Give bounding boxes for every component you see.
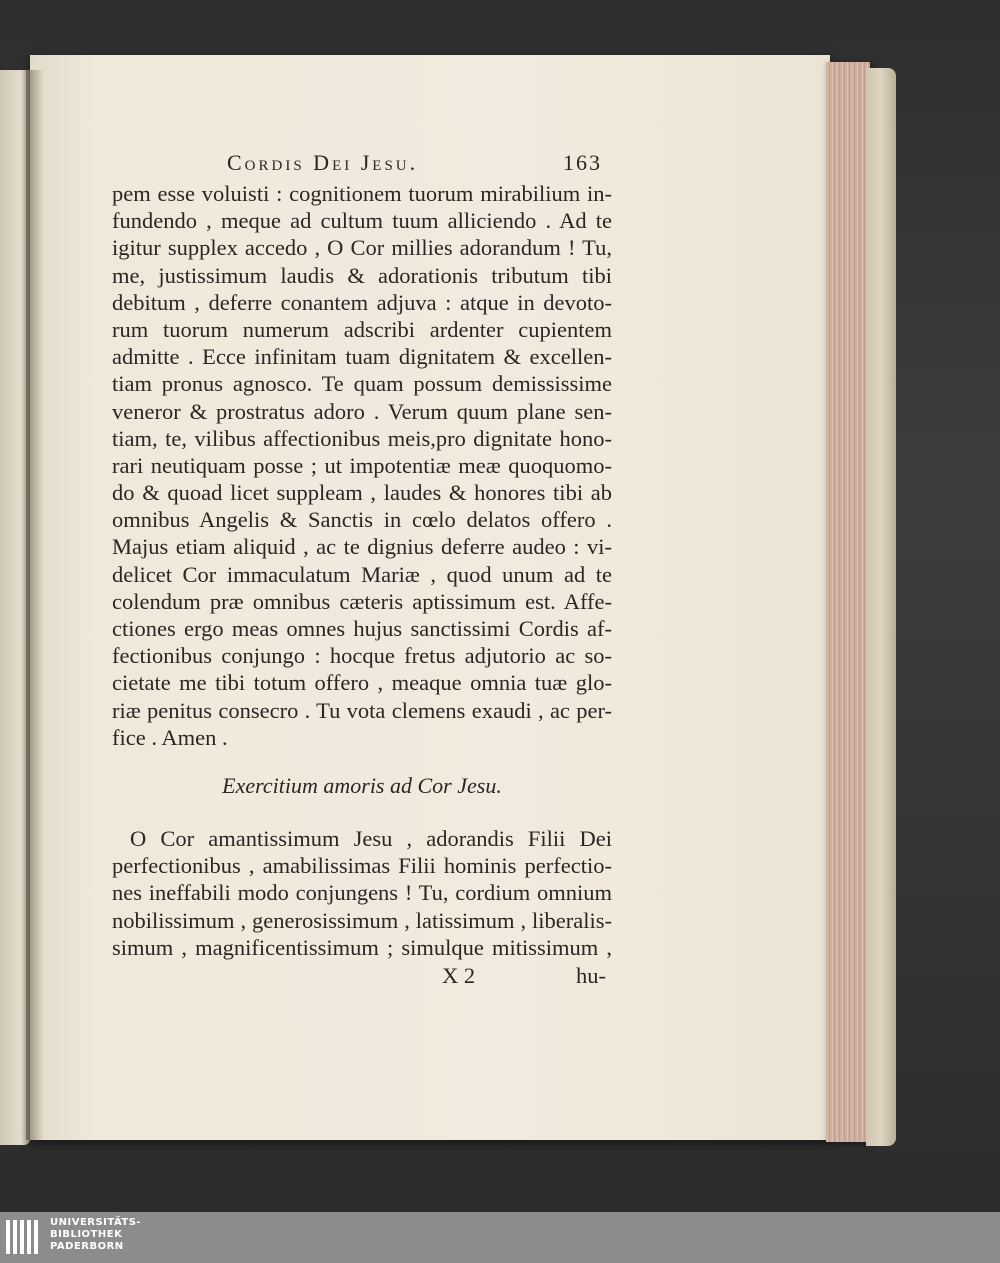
- text-line: do & quoad licet suppleam , laudes & honores tibi ab: [112, 480, 612, 506]
- text-line: perfectionibus , amabilissimas Filii hominis perfectio-: [112, 853, 612, 879]
- logo-line: UNIVERSITÄTS-: [50, 1217, 142, 1228]
- text-line: simum , magnificentissimum ; simulque mitissimum ,: [112, 934, 612, 960]
- text-line: riæ penitus consecro . Tu vota clemens exaudi , ac per-: [112, 697, 612, 723]
- signature-mark: X 2: [442, 962, 476, 988]
- text-line: nobilissimum , generosissimum , latissimum , liberalis-: [112, 907, 612, 933]
- text-line: admitte . Ecce infinitam tuam dignitatem & excellen-: [112, 344, 612, 370]
- text-line: cietate me tibi totum offero , meaque omnia tuæ glo-: [112, 670, 612, 696]
- text-line: fundendo , meque ad cultum tuum alliciendo . Ad te: [112, 208, 612, 234]
- book-cover-edge: [866, 68, 896, 1146]
- text-line: ctiones ergo meas omnes hujus sanctissimi Cordis af-: [112, 616, 612, 641]
- page-edges: [826, 62, 870, 1142]
- text-line: tiam pronus agnosco. Te quam possum demississime: [112, 371, 612, 397]
- text-line: colendum præ omnibus cæteris aptissimum est. Affe-: [112, 588, 612, 614]
- library-footer: [0, 1212, 1000, 1263]
- running-head: Cordis Dei Jesu.: [227, 150, 419, 175]
- text-line: rum tuorum numerum adscribi ardenter cupientem: [112, 316, 612, 342]
- text-line: fectionibus conjungo : hocque fretus adjutorio ac so-: [112, 643, 612, 669]
- text-line: tiam, te, vilibus affectionibus meis,pro dignitate hono-: [112, 425, 612, 451]
- text-line: veneror & prostratus adoro . Verum quum plane sen-: [112, 398, 612, 424]
- text-line: fice . Amen .: [112, 724, 228, 750]
- page-header: [112, 150, 612, 180]
- text-line: rari neutiquam posse ; ut impotentiæ meæ quoquomo-: [112, 452, 612, 478]
- section-paragraph: [112, 825, 612, 961]
- text-line: me, justissimum laudis & adorationis tributum tibi: [112, 262, 612, 288]
- section-title: Exercitium amoris ad Cor Jesu.: [222, 772, 502, 798]
- text-line: debitum , deferre conantem adjuva : atque in devoto-: [112, 289, 612, 315]
- logo-line: BIBLIOTHEK: [50, 1229, 123, 1240]
- text-line: pem esse voluisti : cognitionem tuorum mirabilium in-: [112, 181, 612, 206]
- text-line: O Cor amantissimum Jesu , adorandis Filii Dei: [130, 825, 612, 851]
- text-line: nes ineffabili modo conjungens ! Tu, cordium omnium: [112, 880, 612, 906]
- body-paragraph: [112, 180, 612, 751]
- text-line: Majus etiam aliquid , ac te dignius deferre audeo : vi-: [112, 534, 612, 560]
- text-line: omnibus Angelis & Sanctis in cœlo delatos offero .: [112, 507, 612, 533]
- text-line: igitur supplex accedo , O Cor millies adorandum ! Tu,: [112, 235, 612, 261]
- page-text: [112, 150, 612, 991]
- library-logo-text: [50, 1217, 141, 1253]
- footer-line: [112, 961, 612, 991]
- text-line: delicet Cor immaculatum Mariæ , quod unum ad te: [112, 561, 612, 587]
- logo-line: PADERBORN: [50, 1241, 124, 1252]
- library-logo-icon: [6, 1220, 38, 1254]
- gutter-shadow: [26, 70, 44, 1140]
- page-number: 163: [563, 150, 602, 175]
- catchword: hu-: [576, 962, 606, 988]
- spacer: [112, 801, 612, 825]
